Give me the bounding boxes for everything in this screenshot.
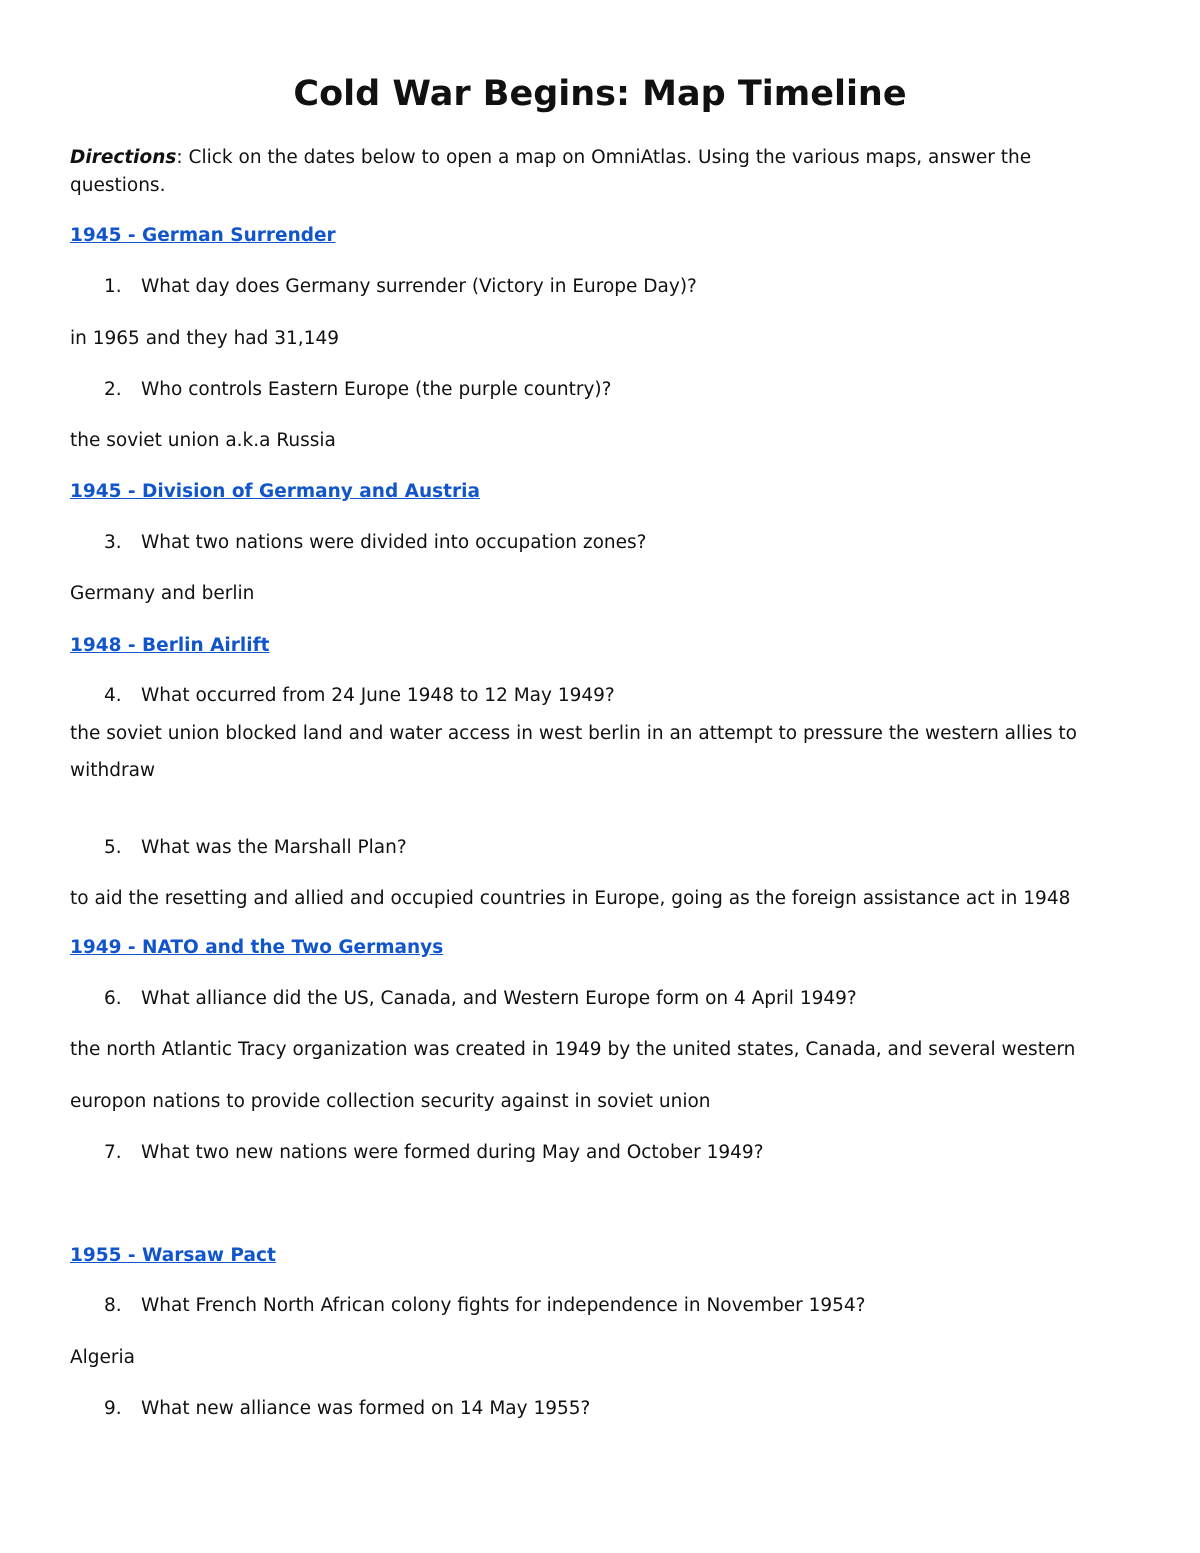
- question-5-number: 5.: [104, 837, 122, 858]
- question-1-number: 1.: [104, 276, 122, 297]
- answer-1: in 1965 and they had 31,149: [70, 328, 339, 349]
- answer-8: Algeria: [70, 1347, 136, 1368]
- directions-text-cont: questions.: [70, 175, 166, 196]
- question-6-number: 6.: [104, 988, 122, 1009]
- question-6-text: What alliance did the US, Canada, and Western Europe form on 4 April 1949?: [141, 988, 857, 1009]
- question-4-text: What occurred from 24 June 1948 to 12 May 1949?: [141, 685, 615, 706]
- answer-4-line-1: the soviet union blocked land and water access in west berlin in an attempt to pressure the western allies to: [70, 723, 1077, 744]
- page-title: Cold War Begins: Map Timeline: [293, 74, 907, 114]
- link-1948-berlin-airlift[interactable]: 1948 - Berlin Airlift: [70, 635, 270, 656]
- answer-6-line-2: europon nations to provide collection security against in soviet union: [70, 1091, 711, 1112]
- question-2-number: 2.: [104, 379, 122, 400]
- directions-label: Directions: [70, 147, 177, 168]
- question-8-number: 8.: [104, 1295, 122, 1316]
- link-1955-warsaw-pact[interactable]: 1955 - Warsaw Pact: [70, 1245, 276, 1266]
- question-4-number: 4.: [104, 685, 122, 706]
- question-7-text: What two new nations were formed during May and October 1949?: [141, 1142, 764, 1163]
- answer-5: to aid the resetting and allied and occupied countries in Europe, going as the foreign assistance act in 1948: [70, 888, 1071, 909]
- answer-4-line-2: withdraw: [70, 760, 156, 781]
- question-8-text: What French North African colony fights for independence in November 1954?: [141, 1295, 866, 1316]
- question-9-text: What new alliance was formed on 14 May 1955?: [141, 1398, 591, 1419]
- question-1-text: What day does Germany surrender (Victory in Europe Day)?: [141, 276, 697, 297]
- question-5-text: What was the Marshall Plan?: [141, 837, 407, 858]
- directions-text: : Click on the dates below to open a map on OmniAtlas. Using the various maps, answer the: [176, 147, 1032, 168]
- link-1949-nato-two-germanys[interactable]: 1949 - NATO and the Two Germanys: [70, 937, 444, 958]
- answer-2: the soviet union a.k.a Russia: [70, 430, 336, 451]
- answer-3: Germany and berlin: [70, 583, 255, 604]
- directions-paragraph: [70, 144, 1130, 200]
- question-7-number: 7.: [104, 1142, 122, 1163]
- answer-6-line-1: the north Atlantic Tracy organization was created in 1949 by the united states, Canada, and several western: [70, 1039, 1076, 1060]
- question-3-text: What two nations were divided into occupation zones?: [141, 532, 647, 553]
- link-1945-german-surrender[interactable]: 1945 - German Surrender: [70, 225, 336, 246]
- link-1945-division-of-germany[interactable]: 1945 - Division of Germany and Austria: [70, 481, 480, 502]
- question-9-number: 9.: [104, 1398, 122, 1419]
- question-2-text: Who controls Eastern Europe (the purple country)?: [141, 379, 612, 400]
- question-3-number: 3.: [104, 532, 122, 553]
